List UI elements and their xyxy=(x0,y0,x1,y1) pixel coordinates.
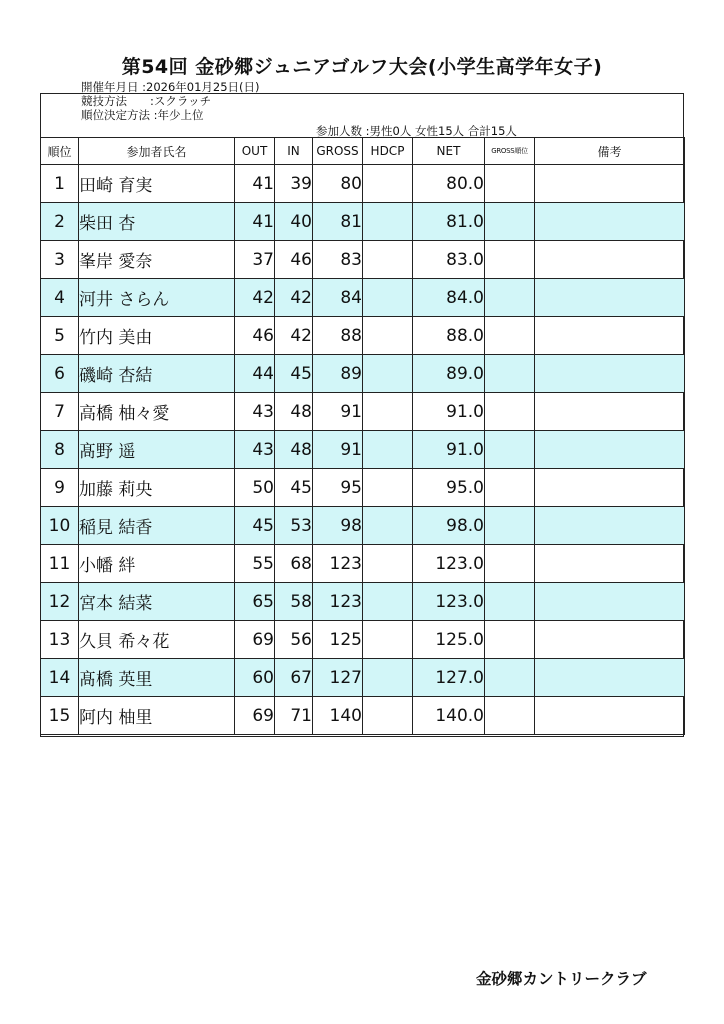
header-note: 備考 xyxy=(535,138,685,165)
note-cell xyxy=(535,507,685,545)
rank-cell: 5 xyxy=(41,317,79,355)
gross-score-cell: 84 xyxy=(313,279,363,317)
hdcp-cell xyxy=(363,279,413,317)
table-row xyxy=(41,583,685,621)
in-score-cell: 48 xyxy=(275,431,313,469)
out-score-cell: 43 xyxy=(235,431,275,469)
table-row xyxy=(41,317,685,355)
competition-method: 競技方法 :スクラッチ xyxy=(81,94,212,108)
rank-cell: 4 xyxy=(41,279,79,317)
in-score-cell: 39 xyxy=(275,165,313,203)
hdcp-cell xyxy=(363,165,413,203)
out-score-cell: 69 xyxy=(235,621,275,659)
out-score-cell: 41 xyxy=(235,165,275,203)
rank-cell: 2 xyxy=(41,203,79,241)
player-name-cell: 小幡 絆 xyxy=(79,545,235,583)
note-cell xyxy=(535,469,685,507)
gross-score-cell: 123 xyxy=(313,583,363,621)
player-name-cell: 髙野 遥 xyxy=(79,431,235,469)
hdcp-cell xyxy=(363,469,413,507)
gross-rank-cell xyxy=(485,545,535,583)
header-rank: 順位 xyxy=(41,138,79,165)
club-name: 金砂郷カントリークラブ xyxy=(476,970,647,988)
header-row xyxy=(41,138,685,165)
rank-cell: 6 xyxy=(41,355,79,393)
in-score-cell: 45 xyxy=(275,469,313,507)
header-in: IN xyxy=(275,138,313,165)
player-name-cell: 宮本 結菜 xyxy=(79,583,235,621)
in-score-cell: 40 xyxy=(275,203,313,241)
header-gross-rank: GROSS順位 xyxy=(485,138,535,165)
table-row xyxy=(41,393,685,431)
in-score-cell: 58 xyxy=(275,583,313,621)
in-score-cell: 53 xyxy=(275,507,313,545)
hdcp-cell xyxy=(363,659,413,697)
document-title: 第54回 金砂郷ジュニアゴルフ大会(小学生高学年女子) xyxy=(121,56,603,78)
gross-score-cell: 88 xyxy=(313,317,363,355)
header-net: NET xyxy=(413,138,485,165)
gross-rank-cell xyxy=(485,279,535,317)
gross-score-cell: 89 xyxy=(313,355,363,393)
gross-score-cell: 80 xyxy=(313,165,363,203)
note-cell xyxy=(535,431,685,469)
gross-rank-cell xyxy=(485,355,535,393)
net-score-cell: 89.0 xyxy=(413,355,485,393)
table-row xyxy=(41,241,685,279)
player-name-cell: 柴田 杏 xyxy=(79,203,235,241)
player-name-cell: 髙橋 英里 xyxy=(79,659,235,697)
net-score-cell: 95.0 xyxy=(413,469,485,507)
out-score-cell: 41 xyxy=(235,203,275,241)
note-cell xyxy=(535,697,685,735)
gross-rank-cell xyxy=(485,697,535,735)
out-score-cell: 69 xyxy=(235,697,275,735)
rank-cell: 13 xyxy=(41,621,79,659)
hdcp-cell xyxy=(363,583,413,621)
gross-rank-cell xyxy=(485,621,535,659)
gross-rank-cell xyxy=(485,317,535,355)
table-row xyxy=(41,545,685,583)
gross-rank-cell xyxy=(485,203,535,241)
hdcp-cell xyxy=(363,697,413,735)
hdcp-cell xyxy=(363,507,413,545)
gross-score-cell: 140 xyxy=(313,697,363,735)
note-cell xyxy=(535,583,685,621)
gross-rank-cell xyxy=(485,241,535,279)
hdcp-cell xyxy=(363,431,413,469)
note-cell xyxy=(535,203,685,241)
player-name-cell: 竹内 美由 xyxy=(79,317,235,355)
results-table xyxy=(40,137,685,735)
gross-score-cell: 123 xyxy=(313,545,363,583)
in-score-cell: 67 xyxy=(275,659,313,697)
gross-rank-cell xyxy=(485,583,535,621)
rank-cell: 1 xyxy=(41,165,79,203)
note-cell xyxy=(535,165,685,203)
gross-score-cell: 83 xyxy=(313,241,363,279)
hdcp-cell xyxy=(363,203,413,241)
rank-cell: 12 xyxy=(41,583,79,621)
hdcp-cell xyxy=(363,241,413,279)
table-row xyxy=(41,659,685,697)
in-score-cell: 45 xyxy=(275,355,313,393)
header-name: 参加者氏名 xyxy=(79,138,235,165)
rank-cell: 9 xyxy=(41,469,79,507)
hdcp-cell xyxy=(363,545,413,583)
rank-cell: 15 xyxy=(41,697,79,735)
net-score-cell: 98.0 xyxy=(413,507,485,545)
net-score-cell: 91.0 xyxy=(413,393,485,431)
net-score-cell: 84.0 xyxy=(413,279,485,317)
gross-score-cell: 98 xyxy=(313,507,363,545)
in-score-cell: 68 xyxy=(275,545,313,583)
out-score-cell: 46 xyxy=(235,317,275,355)
table-row xyxy=(41,355,685,393)
gross-rank-cell xyxy=(485,431,535,469)
gross-score-cell: 81 xyxy=(313,203,363,241)
note-cell xyxy=(535,659,685,697)
out-score-cell: 37 xyxy=(235,241,275,279)
player-name-cell: 高橋 柚々愛 xyxy=(79,393,235,431)
out-score-cell: 44 xyxy=(235,355,275,393)
gross-score-cell: 91 xyxy=(313,393,363,431)
net-score-cell: 123.0 xyxy=(413,545,485,583)
event-date: 開催年月日 :2026年01月25日(日) xyxy=(81,80,260,94)
participant-count: 参加人数 :男性0人 女性15人 合計15人 xyxy=(316,124,517,138)
out-score-cell: 45 xyxy=(235,507,275,545)
gross-score-cell: 127 xyxy=(313,659,363,697)
note-cell xyxy=(535,355,685,393)
player-name-cell: 久貝 希々花 xyxy=(79,621,235,659)
table-row xyxy=(41,697,685,735)
rank-cell: 11 xyxy=(41,545,79,583)
table-row xyxy=(41,431,685,469)
header-gross: GROSS xyxy=(313,138,363,165)
net-score-cell: 88.0 xyxy=(413,317,485,355)
hdcp-cell xyxy=(363,317,413,355)
player-name-cell: 稲見 結香 xyxy=(79,507,235,545)
table-row xyxy=(41,203,685,241)
rank-cell: 3 xyxy=(41,241,79,279)
gross-score-cell: 91 xyxy=(313,431,363,469)
note-cell xyxy=(535,393,685,431)
in-score-cell: 42 xyxy=(275,279,313,317)
net-score-cell: 140.0 xyxy=(413,697,485,735)
gross-rank-cell xyxy=(485,507,535,545)
out-score-cell: 50 xyxy=(235,469,275,507)
net-score-cell: 91.0 xyxy=(413,431,485,469)
note-cell xyxy=(535,241,685,279)
gross-rank-cell xyxy=(485,393,535,431)
note-cell xyxy=(535,279,685,317)
player-name-cell: 磯崎 杏結 xyxy=(79,355,235,393)
player-name-cell: 河井 さらん xyxy=(79,279,235,317)
rank-cell: 10 xyxy=(41,507,79,545)
hdcp-cell xyxy=(363,393,413,431)
table-row xyxy=(41,279,685,317)
player-name-cell: 田崎 育実 xyxy=(79,165,235,203)
in-score-cell: 48 xyxy=(275,393,313,431)
note-cell xyxy=(535,545,685,583)
rank-cell: 8 xyxy=(41,431,79,469)
table-row xyxy=(41,165,685,203)
in-score-cell: 46 xyxy=(275,241,313,279)
net-score-cell: 83.0 xyxy=(413,241,485,279)
hdcp-cell xyxy=(363,355,413,393)
player-name-cell: 阿内 柚里 xyxy=(79,697,235,735)
note-cell xyxy=(535,621,685,659)
note-cell xyxy=(535,317,685,355)
header-out: OUT xyxy=(235,138,275,165)
in-score-cell: 71 xyxy=(275,697,313,735)
table-row xyxy=(41,621,685,659)
net-score-cell: 80.0 xyxy=(413,165,485,203)
net-score-cell: 127.0 xyxy=(413,659,485,697)
header-hdcp: HDCP xyxy=(363,138,413,165)
out-score-cell: 65 xyxy=(235,583,275,621)
gross-score-cell: 95 xyxy=(313,469,363,507)
gross-rank-cell xyxy=(485,165,535,203)
player-name-cell: 加藤 莉央 xyxy=(79,469,235,507)
out-score-cell: 55 xyxy=(235,545,275,583)
out-score-cell: 42 xyxy=(235,279,275,317)
player-name-cell: 峯岸 愛奈 xyxy=(79,241,235,279)
gross-rank-cell xyxy=(485,659,535,697)
net-score-cell: 123.0 xyxy=(413,583,485,621)
in-score-cell: 42 xyxy=(275,317,313,355)
net-score-cell: 125.0 xyxy=(413,621,485,659)
gross-score-cell: 125 xyxy=(313,621,363,659)
ranking-method: 順位決定方法 :年少上位 xyxy=(81,108,204,122)
table-row xyxy=(41,469,685,507)
out-score-cell: 60 xyxy=(235,659,275,697)
in-score-cell: 56 xyxy=(275,621,313,659)
net-score-cell: 81.0 xyxy=(413,203,485,241)
gross-rank-cell xyxy=(485,469,535,507)
table-row xyxy=(41,507,685,545)
out-score-cell: 43 xyxy=(235,393,275,431)
rank-cell: 14 xyxy=(41,659,79,697)
rank-cell: 7 xyxy=(41,393,79,431)
hdcp-cell xyxy=(363,621,413,659)
